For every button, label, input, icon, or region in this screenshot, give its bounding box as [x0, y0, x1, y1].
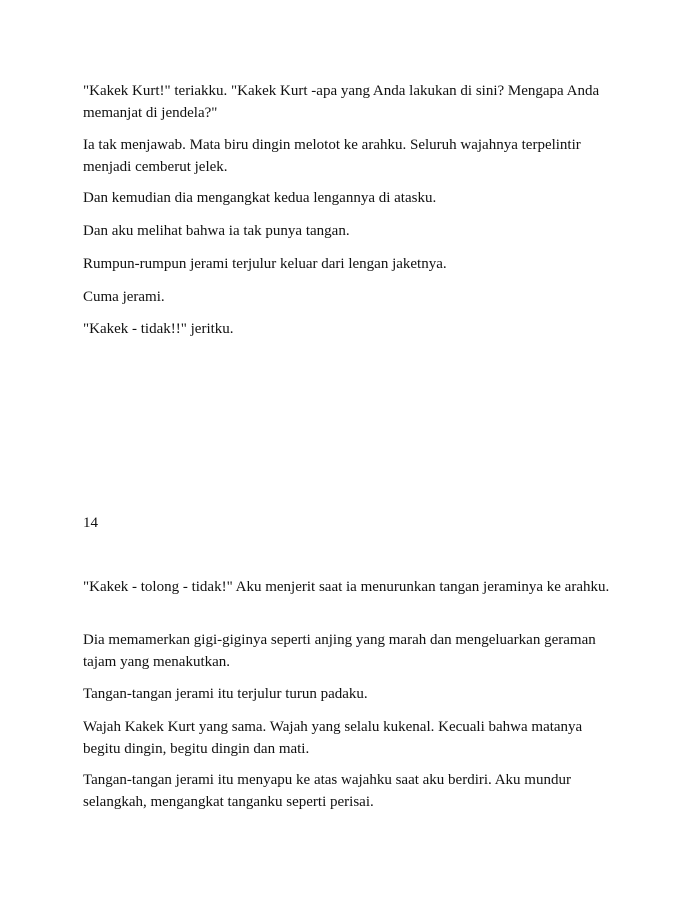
paragraph-8: "Kakek - tolong - tidak!" Aku menjerit saat ia menurunkan tangan jeraminya ke arahku.: [83, 579, 610, 595]
paragraph-2: Ia tak menjawab. Mata biru dingin melotot ke arahku. Seluruh wajahnya terpelintir menjadi cemberut jelek.: [83, 137, 581, 175]
paragraph-9: Dia memamerkan gigi-giginya seperti anjing yang marah dan mengeluarkan geraman tajam yang menakutkan.: [83, 632, 596, 670]
paragraph-1: "Kakek Kurt!" teriakku. "Kakek Kurt -apa yang Anda lakukan di sini? Mengapa Anda memanjat di jendela?": [83, 83, 600, 121]
paragraph-5: Rumpun-rumpun jerami terjulur keluar dari lengan jaketnya.: [83, 256, 447, 272]
paragraph-3: Dan kemudian dia mengangkat kedua lengannya di atasku.: [83, 190, 437, 206]
chapter-number: 14: [83, 515, 98, 531]
paragraph-11: Wajah Kakek Kurt yang sama. Wajah yang selalu kukenal. Kecuali bahwa matanya begitu dingin, begitu dingin dan mati.: [83, 719, 583, 757]
paragraph-4: Dan aku melihat bahwa ia tak punya tangan.: [83, 223, 350, 239]
paragraph-12: Tangan-tangan jerami itu menyapu ke atas wajahku saat aku berdiri. Aku mundur selangkah, mengangkat tanganku seperti perisai.: [83, 772, 571, 810]
paragraph-10: Tangan-tangan jerami itu terjulur turun padaku.: [83, 686, 368, 702]
paragraph-6: Cuma jerami.: [83, 289, 165, 305]
paragraph-7: "Kakek - tidak!!" jeritku.: [83, 321, 234, 337]
